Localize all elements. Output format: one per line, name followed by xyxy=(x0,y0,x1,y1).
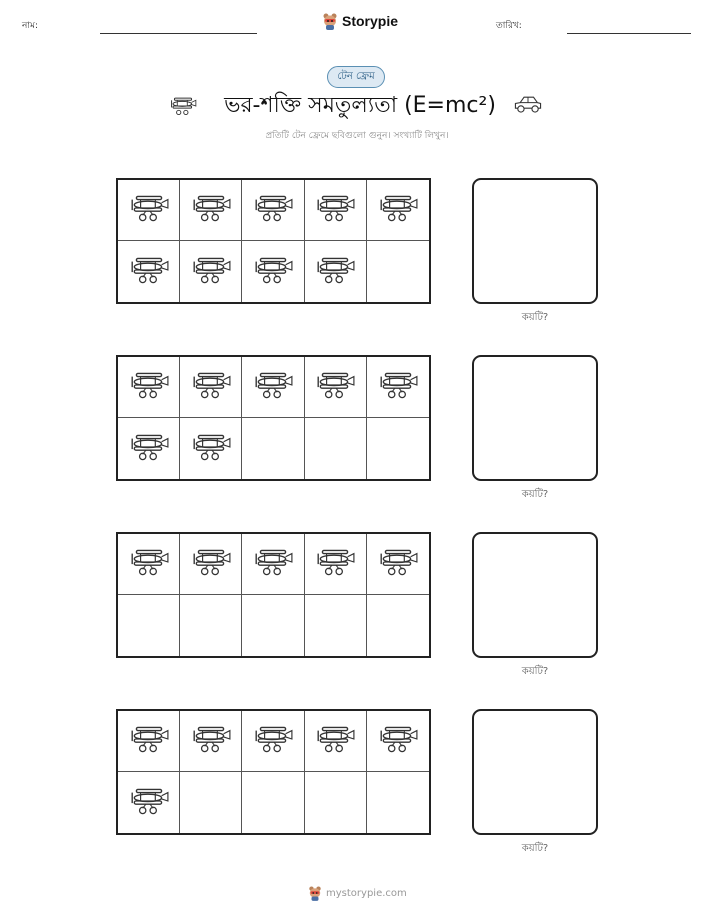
frame-cell xyxy=(367,595,429,656)
footer-url: mystorypie.com xyxy=(326,887,407,899)
biplane-icon xyxy=(252,192,294,228)
frame-cell xyxy=(305,772,367,833)
biplane-icon xyxy=(190,369,232,405)
frame-cell xyxy=(118,241,180,302)
biplane-icon xyxy=(252,546,294,582)
name-write-line[interactable] xyxy=(100,33,257,34)
biplane-icon xyxy=(314,192,356,228)
page-title: ভর-শক্তি সমতুল্যতা (E=mc²) xyxy=(224,93,496,118)
brand-name: Storypie xyxy=(342,13,399,29)
biplane-icon xyxy=(190,723,232,759)
answer-prompt-1: কয়টি? xyxy=(521,312,549,323)
biplane-icon xyxy=(168,96,198,116)
frame-cell xyxy=(305,595,367,656)
answer-box-1[interactable] xyxy=(472,178,598,304)
biplane-icon xyxy=(314,369,356,405)
biplane-icon xyxy=(190,546,232,582)
frame-cell xyxy=(118,595,180,656)
answer-box-2[interactable] xyxy=(472,355,598,481)
biplane-icon xyxy=(314,254,356,290)
frame-cell xyxy=(180,772,242,833)
biplane-icon xyxy=(128,546,170,582)
biplane-icon xyxy=(128,192,170,228)
car-icon xyxy=(512,94,544,116)
frame-cell xyxy=(118,534,180,595)
date-label: তারিখ: xyxy=(496,21,522,31)
answer-prompt-4: কয়টি? xyxy=(521,843,549,854)
frame-cell xyxy=(180,595,242,656)
biplane-icon xyxy=(377,369,419,405)
biplane-icon xyxy=(252,723,294,759)
frame-cell xyxy=(305,711,367,772)
frame-cell xyxy=(367,534,429,595)
name-label: নাম: xyxy=(22,21,39,31)
ten-frame-pill: টেন ফ্রেম xyxy=(327,66,385,88)
frame-cell xyxy=(367,241,429,302)
ten-frame-1 xyxy=(116,178,431,304)
answer-prompt-2: কয়টি? xyxy=(521,489,549,500)
frame-cell xyxy=(242,357,304,418)
date-write-line[interactable] xyxy=(567,33,691,34)
ten-frame-4 xyxy=(116,709,431,835)
frame-cell xyxy=(367,418,429,479)
frame-cell xyxy=(180,418,242,479)
biplane-icon xyxy=(252,369,294,405)
frame-cell xyxy=(180,357,242,418)
biplane-icon xyxy=(314,723,356,759)
biplane-icon xyxy=(128,785,170,821)
frame-cell xyxy=(242,241,304,302)
frame-cell xyxy=(367,772,429,833)
frame-cell xyxy=(180,711,242,772)
biplane-icon xyxy=(314,546,356,582)
biplane-icon xyxy=(377,546,419,582)
frame-cell xyxy=(367,711,429,772)
frame-cell xyxy=(242,534,304,595)
biplane-icon xyxy=(377,192,419,228)
frame-cell xyxy=(118,418,180,479)
biplane-icon xyxy=(128,723,170,759)
frame-cell xyxy=(180,180,242,241)
answer-box-3[interactable] xyxy=(472,532,598,658)
frame-cell xyxy=(305,357,367,418)
biplane-icon xyxy=(128,254,170,290)
frame-cell xyxy=(242,180,304,241)
frame-cell xyxy=(305,180,367,241)
frame-cell xyxy=(118,772,180,833)
frame-cell xyxy=(242,595,304,656)
brand-logo xyxy=(322,12,398,30)
biplane-icon xyxy=(377,723,419,759)
footer xyxy=(308,885,407,901)
frame-cell xyxy=(305,418,367,479)
biplane-icon xyxy=(128,369,170,405)
frame-cell xyxy=(242,711,304,772)
mascot-icon xyxy=(322,12,338,30)
frame-cell xyxy=(305,241,367,302)
frame-cell xyxy=(118,711,180,772)
frame-cell xyxy=(242,772,304,833)
mascot-icon xyxy=(308,885,322,901)
answer-box-4[interactable] xyxy=(472,709,598,835)
frame-cell xyxy=(305,534,367,595)
frame-cell xyxy=(180,241,242,302)
ten-frame-2 xyxy=(116,355,431,481)
answer-prompt-3: কয়টি? xyxy=(521,666,549,677)
biplane-icon xyxy=(128,431,170,467)
frame-cell xyxy=(367,357,429,418)
biplane-icon xyxy=(252,254,294,290)
biplane-icon xyxy=(190,192,232,228)
biplane-icon xyxy=(190,254,232,290)
frame-cell xyxy=(118,357,180,418)
frame-cell xyxy=(118,180,180,241)
ten-frame-3 xyxy=(116,532,431,658)
instructions: প্রতিটি টেন ফ্রেমে ছবিগুলো গুনুন। সংখ্যাটি লিখুন। xyxy=(265,131,449,141)
biplane-icon xyxy=(190,431,232,467)
frame-cell xyxy=(180,534,242,595)
frame-cell xyxy=(242,418,304,479)
frame-cell xyxy=(367,180,429,241)
